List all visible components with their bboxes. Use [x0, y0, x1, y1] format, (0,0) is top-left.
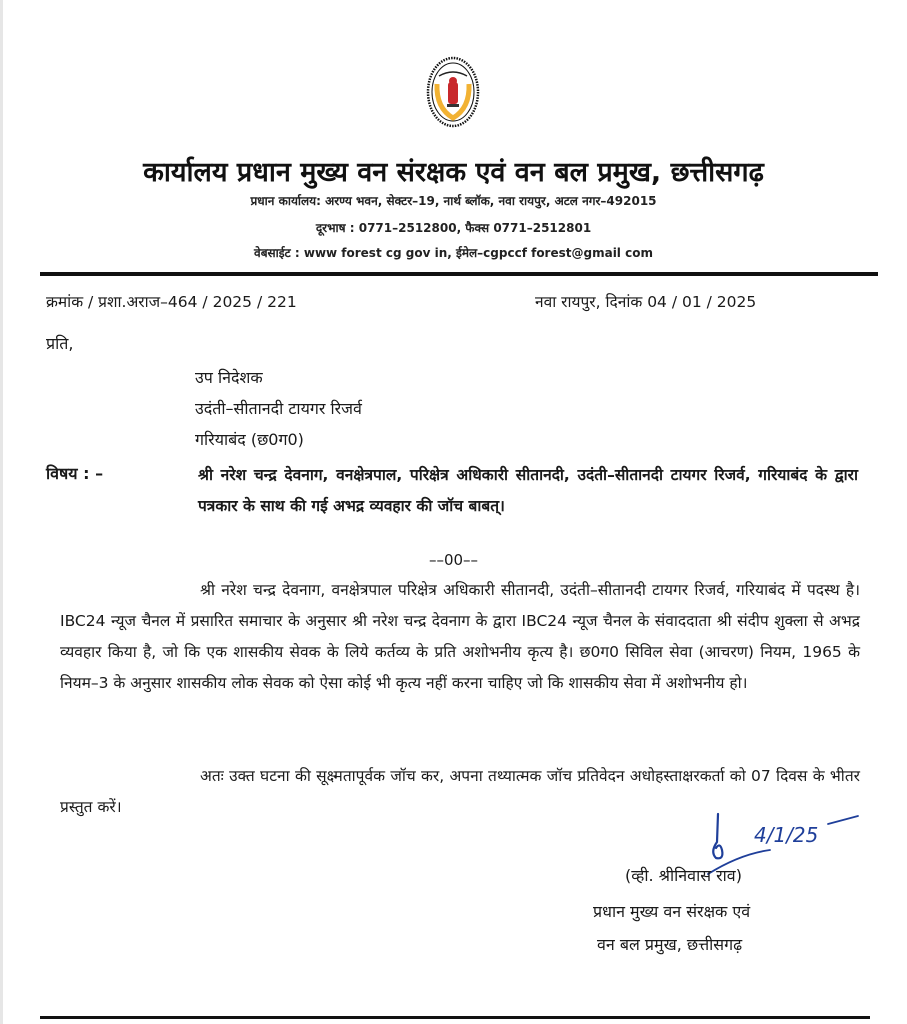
place-and-date: नवा रायपुर, दिनांक 04 / 01 / 2025 — [535, 293, 757, 311]
signatory-designation: प्रधान मुख्य वन संरक्षक एवं — [593, 902, 751, 921]
signature-date: 4/1/25 — [754, 823, 819, 847]
reference-number: क्रमांक / प्रशा.अराज–464 / 2025 / 221 — [46, 293, 297, 311]
cropped-text-line — [40, 1006, 880, 1024]
office-web-email: वेबसाईट : www forest cg gov in, ईमेल–cgpccf forest@gmail com — [254, 246, 653, 260]
section-separator: ––00–– — [428, 551, 479, 569]
cropped-text-placeholder — [40, 1012, 870, 1024]
recipient-line: उदंती–सीतानदी टायगर रिजर्व — [195, 399, 362, 418]
body-paragraph: श्री नरेश चन्द्र देवनाग, वनक्षेत्रपाल परिक्षेत्र अधिकारी सीतानदी, उदंती–सीतानदी टायगर रिजर्व, गरियाबंद में पदस्थ है। IBC24 न्यूज चैनल में प्रसारित समाचार के अनुसार श्री नरेश चन्द्र देवनाग के द्वारा IBC24 न्यूज चैनल के संवाददाता श्री संदीप शुक्ला से अभद्र व्यवहार किया है, जो कि एक शासकीय सेवक के लिये कर्तव्य के प्रति अशोभनीय कृत्य है। छ0ग0 सिविल सेवा (आचरण) नियम, 1965 के नियम–3 के अनुसार शासकीय लोक सेवक को ऐसा कोई भी कृत्य नहीं करना चाहिए जो कि शासकीय सेवा में अशोभनीय हो। — [60, 581, 860, 692]
office-address: प्रधान कार्यालय: अरण्य भवन, सेक्टर–19, नार्थ ब्लॉक, नवा रायपुर, अटल नगर–492015 — [250, 194, 657, 208]
signatory-name: (व्ही. श्रीनिवास राव) — [625, 866, 742, 885]
subject-text: श्री नरेश चन्द्र देवनाग, वनक्षेत्रपाल, परिक्षेत्र अधिकारी सीतानदी, उदंती–सीतानदी टायगर रिजर्व, गरियाबंद के द्वारा पत्रकार के साथ की गई अभद्र व्यवहार की जॉच बाबत्। — [198, 466, 858, 515]
letterhead-divider — [40, 272, 878, 276]
body-paragraph: अतः उक्त घटना की सूक्ष्मतापूर्वक जॉच कर, अपना तथ्यात्मक जॉच प्रतिवेदन अधोहस्ताक्षरकर्ता को 07 दिवस के भीतर प्रस्तुत करें। — [60, 767, 860, 816]
recipient-line: उप निदेशक — [195, 368, 263, 387]
subject-label: विषय : – — [46, 464, 104, 483]
office-title: कार्यालय प्रधान मुख्य वन संरक्षक एवं वन बल प्रमुख, छत्तीसगढ़ — [143, 157, 764, 188]
recipient-line: गरियाबंद (छ0ग0) — [195, 430, 304, 449]
to-label: प्रति, — [46, 334, 74, 353]
signatory-designation: वन बल प्रमुख, छत्तीसगढ़ — [597, 935, 743, 954]
office-phone: दूरभाष : 0771–2512800, फैक्स 0771–2512801 — [315, 221, 592, 235]
state-emblem-icon — [426, 56, 480, 128]
